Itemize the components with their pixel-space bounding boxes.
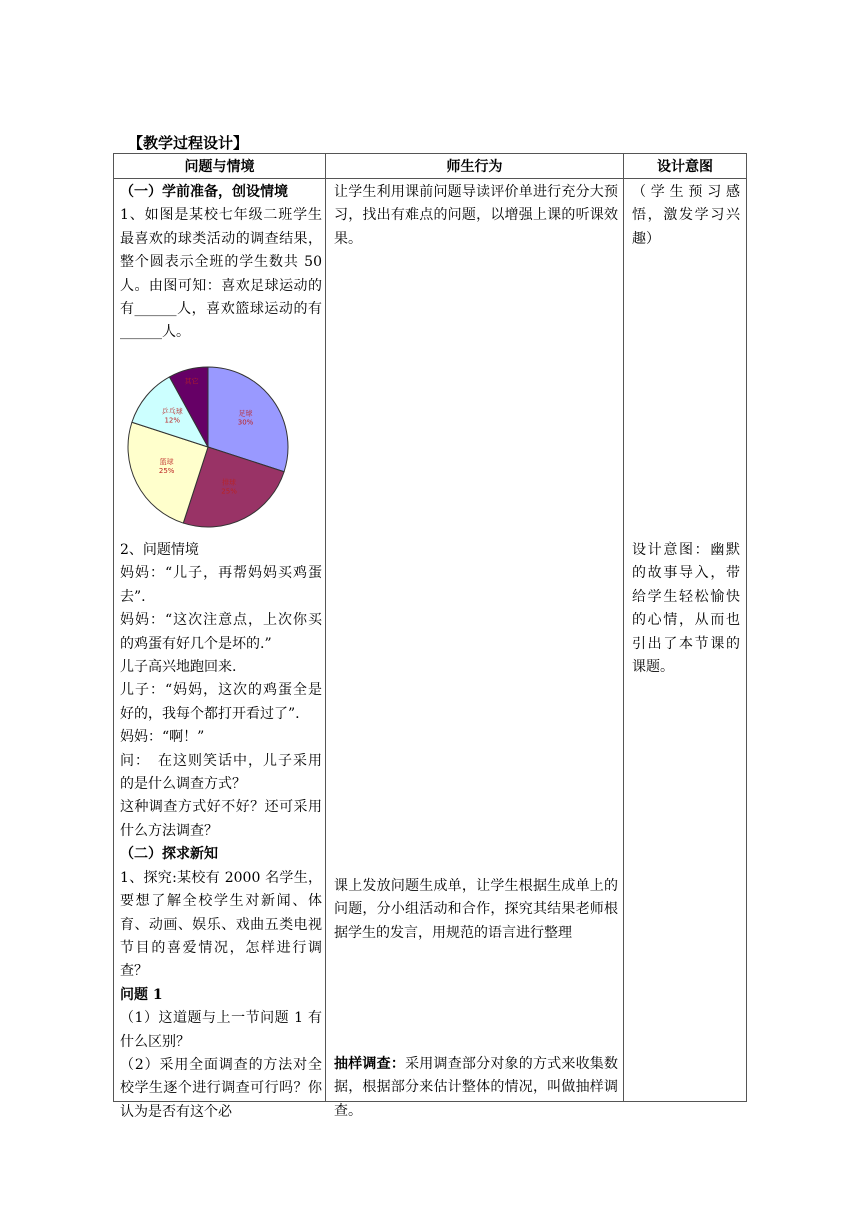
problem-1-item: （1）这道题与上一节问题 1 有什么区别？	[120, 1010, 322, 1050]
behavior-cell	[326, 179, 624, 1119]
problem-cell	[114, 179, 326, 1120]
lesson-table	[113, 153, 747, 1120]
dialog-line: 妈妈：“这次注意点，上次你买的鸡蛋有好几个是坏的.”	[120, 612, 322, 652]
explore-question: 1、探究:某校有 2000 名学生，要想了解全校学生对新闻、体育、动画、娱乐、戏曲五类电视节目的喜爱情况，怎样进行调查？	[120, 869, 322, 980]
problem-1-item: （2）采用全面调查的方法对全校学生逐个进行调查可行吗？你认为是否有这个必	[120, 1056, 322, 1120]
pie-label-football: 足球 30%	[237, 409, 254, 427]
content-row	[114, 179, 747, 1102]
intent-para-1: （学生预习感悟，激发学习兴趣）	[632, 184, 740, 247]
intent-para-2: 设计意图：幽默的故事导入，带给学生轻松愉快的心情，从而也引出了本节课的课题。	[632, 542, 740, 676]
pie-label-volleyball: 排球 25%	[221, 478, 237, 496]
behavior-para-1: 让学生利用课前问题导读评价单进行充分大预习，找出有难点的问题，以增强上课的听课效果。	[334, 184, 618, 247]
intent-cell	[624, 179, 747, 1102]
behavior-para-3	[334, 1053, 618, 1123]
dialog-line: 妈妈：“儿子，再帮妈妈买鸡蛋去”.	[120, 565, 322, 605]
pie-label-basketball: 篮球 25%	[158, 458, 175, 476]
pie-label-pingpong: 乒乓球 12%	[161, 407, 183, 425]
question-2-title: 2、问题情境	[120, 542, 199, 558]
behavior-para-2: 课上发放问题生成单，让学生根据生成单上的问题，分小组活动和合作，探究其结果老师根据学生的发言，用规范的语言进行整理	[334, 878, 618, 941]
dialog-line: 儿子高兴地跑回来.	[120, 659, 237, 676]
section-title: 【教学过程设计】	[128, 134, 249, 152]
dialog-line: 妈妈：“啊！”	[120, 729, 205, 746]
header-behavior: 师生行为	[326, 154, 624, 179]
header-intent: 设计意图	[624, 154, 747, 179]
pie-chart	[124, 365, 300, 529]
dialog-line: 儿子：“妈妈，这次的鸡蛋全是好的，我每个都打开看过了”.	[120, 682, 322, 722]
sampling-definition: 采用调查部分对象的方式来收集数据，根据部分来估计整体的情况，叫做抽样调查。	[334, 1056, 619, 1119]
part2-heading: （二）探求新知	[120, 846, 218, 863]
pie-label-other: 其它	[184, 377, 199, 386]
term-sampling: 抽样调查：	[334, 1056, 406, 1072]
part1-heading: （一）学前准备，创设情境	[120, 184, 288, 200]
dialog-line: 问： 在这则笑话中，儿子采用的是什么调查方式？	[120, 752, 322, 793]
problem-1-title: 问题 1	[120, 986, 163, 1003]
dialog-line: 这种调查方式好不好？还可采用什么方法调查？	[120, 799, 322, 839]
header-problem: 问题与情境	[114, 154, 326, 179]
header-row	[114, 154, 747, 179]
question-1: 1、如图是某校七年级二班学生最喜欢的球类活动的调查结果，整个圆表示全班的学生数共 50 人。由图可知：喜欢足球运动的有______人，喜欢篮球运动的有______人。	[120, 207, 322, 341]
